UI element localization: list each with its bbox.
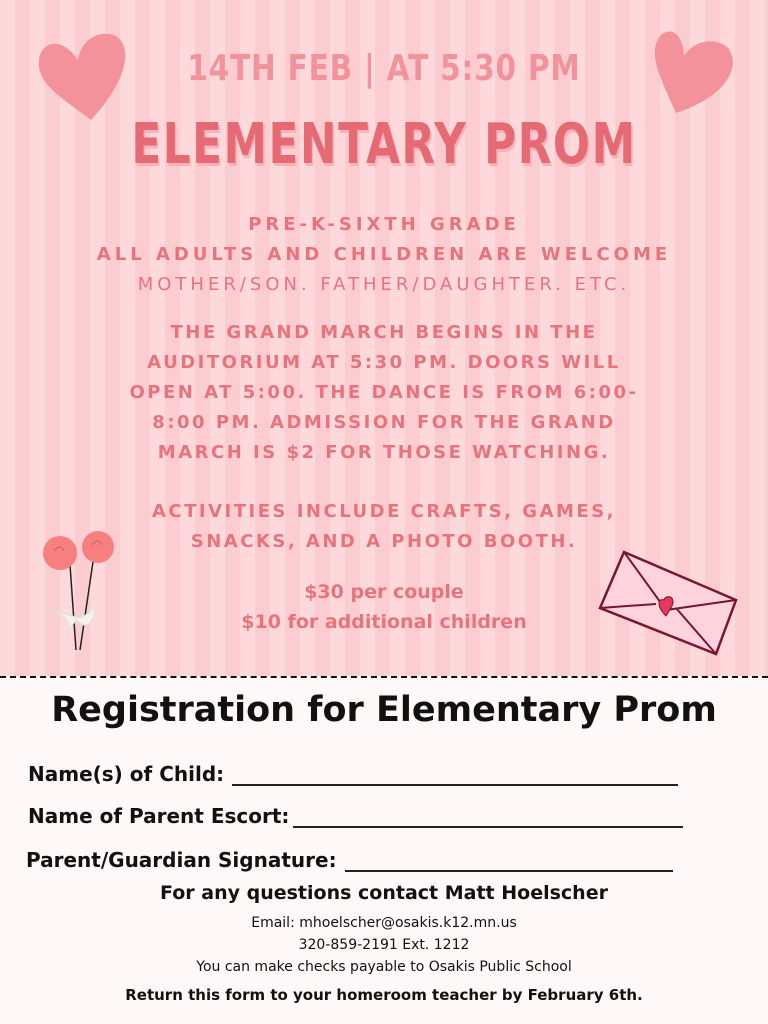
cut-line — [0, 676, 768, 678]
field-label: Name of Parent Escort: — [28, 804, 290, 828]
contact-info — [0, 912, 768, 978]
field-line[interactable] — [345, 850, 673, 872]
audience-line: ALL ADULTS AND CHILDREN ARE WELCOME — [96, 244, 672, 265]
contact-email: Email: mhoelscher@osakis.k12.mn.us — [251, 915, 517, 931]
checks-note: You can make checks payable to Osakis Public School — [196, 959, 572, 975]
event-title: ELEMENTARY PROM — [131, 112, 637, 177]
parent-escort-field[interactable] — [28, 804, 683, 828]
child-name-field[interactable] — [28, 762, 678, 786]
field-line[interactable] — [293, 806, 683, 828]
field-label: Parent/Guardian Signature: — [26, 848, 337, 872]
details-block — [0, 318, 768, 468]
signature-field[interactable] — [26, 848, 673, 872]
event-date: 14TH FEB | AT 5:30 PM — [187, 48, 581, 89]
details-line: THE GRAND MARCH BEGINS IN THE — [170, 322, 598, 343]
contact-phone: 320-859-2191 Ext. 1212 — [298, 937, 470, 953]
audience-line: MOTHER/SON. FATHER/DAUGHTER. ETC. — [137, 274, 631, 295]
activities-block — [0, 497, 768, 557]
field-line[interactable] — [232, 764, 678, 786]
details-line: OPEN AT 5:00. THE DANCE IS FROM 6:00- — [129, 382, 639, 403]
form-title: Registration for Elementary Prom — [51, 690, 717, 730]
details-line: 8:00 PM. ADMISSION FOR THE GRAND — [152, 412, 616, 433]
contact-heading: For any questions contact Matt Hoelscher — [160, 882, 608, 904]
pricing-block — [0, 577, 768, 637]
details-line: MARCH IS $2 FOR THOSE WATCHING. — [157, 442, 611, 463]
details-line: AUDITORIUM AT 5:30 PM. DOORS WILL — [147, 352, 621, 373]
audience-line: PRE-K-SIXTH GRADE — [248, 214, 520, 235]
return-note: Return this form to your homeroom teacher by February 6th. — [125, 986, 643, 1004]
activities-line: ACTIVITIES INCLUDE CRAFTS, GAMES, — [151, 501, 617, 522]
activities-line: SNACKS, AND A PHOTO BOOTH. — [190, 531, 578, 552]
field-label: Name(s) of Child: — [28, 762, 225, 786]
price-line: $30 per couple — [304, 581, 464, 603]
price-line: $10 for additional children — [241, 611, 527, 633]
audience-block — [0, 210, 768, 300]
